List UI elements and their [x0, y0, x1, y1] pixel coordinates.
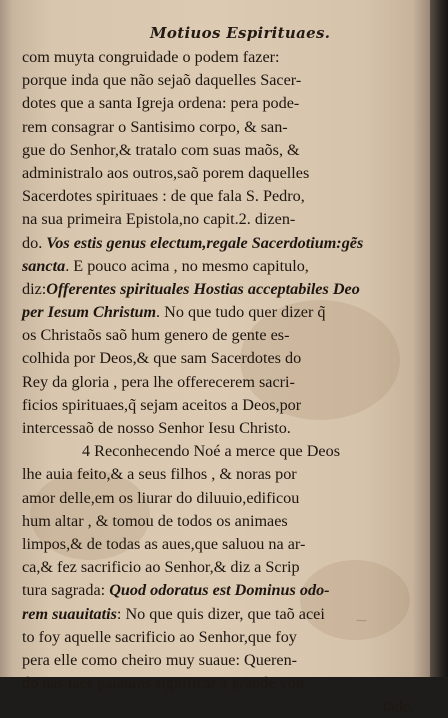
text-run: administralo aos outros,saõ porem daquelles	[22, 163, 310, 182]
text-line	[22, 208, 420, 231]
text-run: ca,& fez sacrificio ao Senhor,& diz a Scrip	[22, 558, 300, 577]
text-run: colhida por Deos,& que sam Sacerdotes do	[22, 349, 302, 368]
text-run: diz:	[22, 279, 47, 298]
text-line	[22, 649, 420, 672]
text-line	[22, 69, 420, 92]
text-line	[22, 626, 420, 649]
text-line	[22, 417, 420, 440]
running-head: Motiuos Espirituaes.	[150, 24, 331, 42]
text-run: 4 Reconhecendo Noé a merce que Deos	[82, 442, 340, 461]
text-line	[22, 672, 420, 695]
text-line	[22, 440, 420, 463]
text-line	[22, 487, 420, 510]
text-run: pera elle como cheiro muy suaue: Queren-	[22, 650, 298, 669]
latin-quote: sancta	[22, 256, 66, 275]
text-run: na sua primeira Epistola,no capit.2. dizen-	[22, 210, 296, 229]
text-line	[22, 232, 420, 255]
text-line	[22, 162, 420, 185]
latin-quote: rem suauitatis	[22, 604, 117, 623]
text-run: : No que quis dizer, que taõ acei	[116, 604, 325, 623]
text-line	[22, 116, 420, 139]
text-run: ficios spirituaes,q̃ sejam aceitos a Deos,por	[22, 395, 302, 414]
text-run: . No que tudo quer dizer q̃	[156, 303, 326, 322]
text-run: Sacerdotes spirituaes : de que fala S. Pedro,	[22, 187, 305, 206]
bleed-through-marks: ⁓	[356, 615, 367, 627]
latin-quote: Quod odoratus est Dominus odo-	[109, 581, 330, 600]
text-run: do.	[22, 233, 47, 252]
text-line	[22, 139, 420, 162]
text-run: tura sagrada:	[22, 581, 110, 600]
text-run: to foy aquelle sacrificio ao Senhor,que foy	[22, 627, 297, 646]
latin-quote: Offerentes spirituales Hostias acceptabiles Deo	[46, 279, 360, 298]
text-line	[22, 301, 420, 324]
text-run: . E pouco acima , no mesmo capitulo,	[65, 256, 309, 275]
text-line	[22, 324, 420, 347]
text-line	[22, 46, 420, 69]
text-line	[22, 394, 420, 417]
text-line	[22, 695, 420, 718]
text-line	[22, 463, 420, 486]
text-line	[22, 556, 420, 579]
text-line	[22, 510, 420, 533]
text-line	[22, 92, 420, 115]
text-run: intercessaõ de nosso Senhor Iesu Christo.	[22, 419, 291, 437]
latin-quote: per Iesum Christum	[22, 303, 157, 322]
text-run: dotes que a santa Igreja ordena: pera pode-	[22, 94, 300, 113]
text-run: do nas taes palauras significar a grande von	[22, 674, 304, 693]
text-line	[22, 371, 420, 394]
text-line	[22, 579, 420, 602]
latin-quote: Vos estis genus electum,regale Sacerdotium:gẽs	[46, 233, 364, 252]
text-line	[22, 533, 420, 556]
text-run: gue do Senhor,& tratalo com suas maõs, &	[22, 140, 300, 159]
text-line	[22, 347, 420, 370]
text-line	[22, 185, 420, 208]
text-run: com muyta congruidade o podem fazer:	[22, 48, 280, 66]
text-run: porque inda que não sejaõ daquelles Sacer-	[22, 71, 302, 90]
text-line	[22, 278, 420, 301]
text-run: lhe auia feito,& a seus filhos , & noras por	[22, 465, 297, 484]
text-run: Rey da gloria , pera lhe offerecerem sacri-	[22, 372, 295, 391]
text-run: hum altar , & tomou de todos os animaes	[22, 511, 288, 530]
text-run: tade,	[382, 697, 414, 716]
text-run: rem consagrar o Santisimo corpo, & san-	[22, 117, 288, 136]
text-line	[22, 255, 420, 278]
text-run: os Christaõs saõ hum genero de gente es-	[22, 326, 290, 345]
text-run: limpos,& de todas as aues,que saluou na ar-	[22, 534, 306, 553]
book-spine	[430, 0, 448, 677]
text-run: amor delle,em os liurar do diluuio,edificou	[22, 488, 300, 507]
